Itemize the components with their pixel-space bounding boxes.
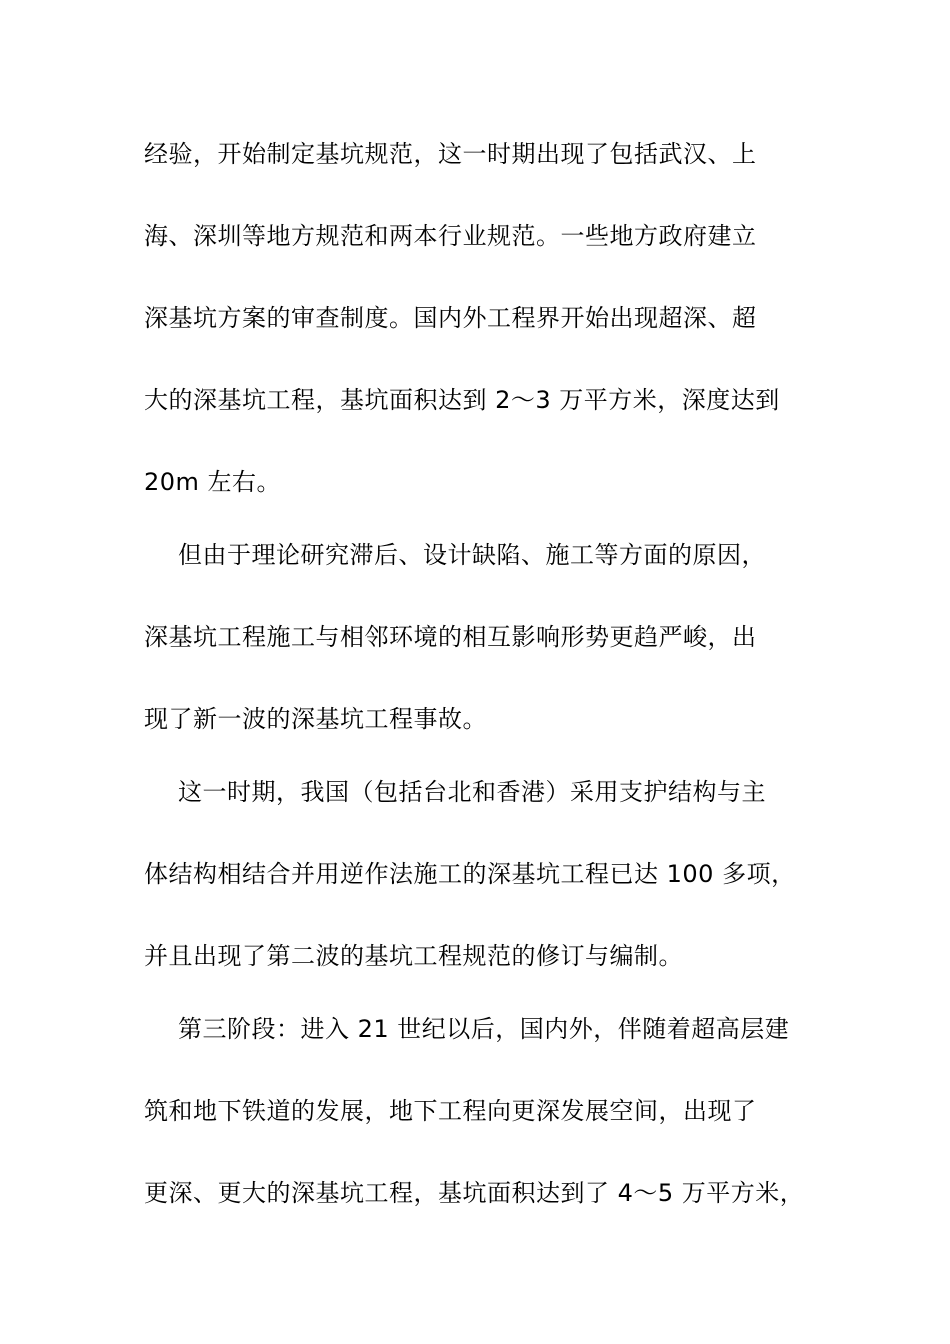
text-line: 经验，开始制定基坑规范，这一时期出现了包括武汉、上 [144,140,757,168]
text-line: 更深、更大的深基坑工程，基坑面积达到了 4～5 万平方米， [144,1179,805,1207]
text-line: 现了新一波的深基坑工程事故。 [144,705,487,733]
text-line: 深基坑工程施工与相邻环境的相互影响形势更趋严峻，出 [144,623,757,651]
text-line: 海、深圳等地方规范和两本行业规范。一些地方政府建立 [144,222,757,250]
paragraph-start-line: 第三阶段：进入 21 世纪以后，国内外，伴随着超高层建 [178,1015,790,1043]
text-line: 大的深基坑工程，基坑面积达到 2～3 万平方米，深度达到 [144,386,780,414]
text-line: 20m 左右。 [144,468,282,496]
text-line: 深基坑方案的审查制度。国内外工程界开始出现超深、超 [144,304,757,332]
text-line: 并且出现了第二波的基坑工程规范的修订与编制。 [144,942,683,970]
paragraph-start-line: 但由于理论研究滞后、设计缺陷、施工等方面的原因， [178,541,766,569]
paragraph-start-line: 这一时期，我国（包括台北和香港）采用支护结构与主 [178,778,766,806]
text-line: 筑和地下铁道的发展，地下工程向更深发展空间，出现了 [144,1097,757,1125]
text-line: 体结构相结合并用逆作法施工的深基坑工程已达 100 多项， [144,860,796,888]
